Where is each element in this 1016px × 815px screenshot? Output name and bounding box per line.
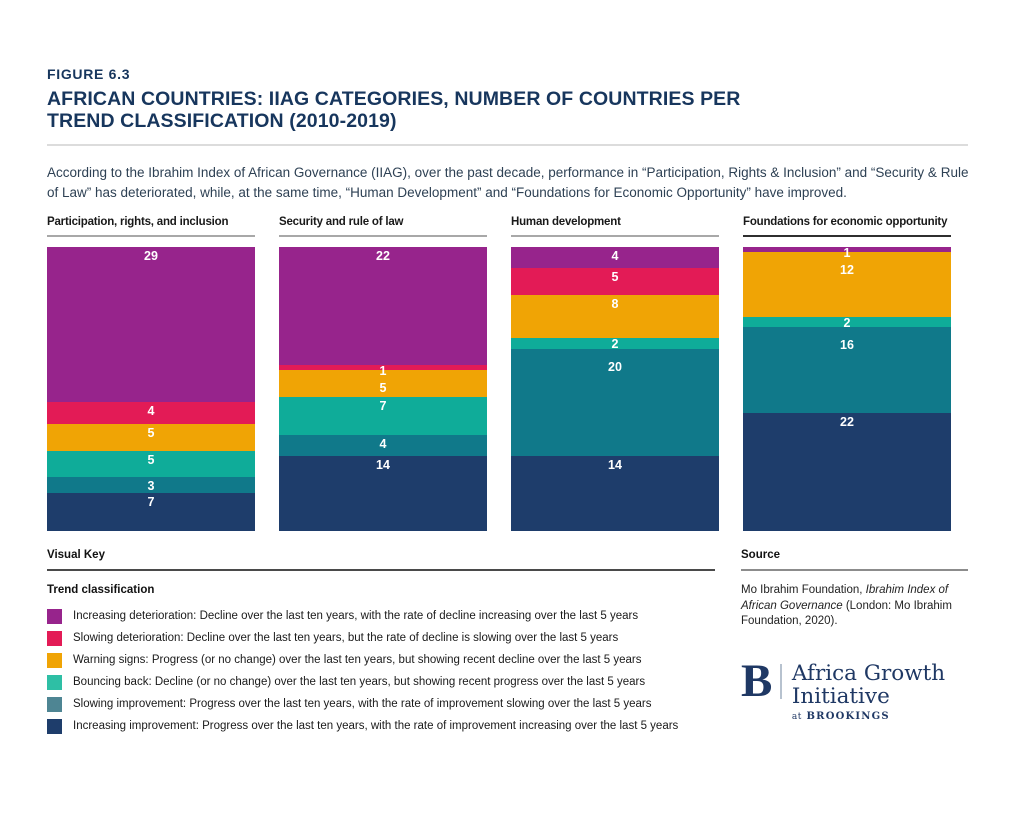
bar-segment-label: 2 — [611, 337, 619, 352]
bar-segment-label: 29 — [144, 249, 158, 263]
bar-segment — [743, 252, 951, 316]
source-rule — [741, 569, 968, 571]
bar-segment-label: 14 — [376, 457, 390, 472]
source-text-post: (London: Mo Ibrahim Foundation, 2020). — [741, 599, 952, 627]
logo-wordmark-line1: Africa Growth — [791, 660, 946, 686]
bar-segment — [511, 456, 719, 531]
title-rule — [47, 144, 968, 146]
bar-segment-label: 1 — [379, 363, 387, 378]
chart — [743, 216, 951, 531]
bar-segment — [743, 327, 951, 413]
legend-label: Increasing deterioration: Decline over the last ten years, with the rate of decline increasing over the last 5 years — [73, 610, 639, 622]
bar-segment-label: 5 — [611, 270, 619, 285]
bar-segment-label: 7 — [379, 399, 387, 413]
bar-segment — [743, 413, 951, 531]
bar-segment — [279, 247, 487, 365]
bar-segment — [279, 370, 487, 397]
legend-swatch — [47, 719, 62, 734]
logo-divider — [780, 664, 782, 699]
legend-swatch — [47, 631, 62, 646]
chart — [511, 216, 719, 531]
chart-title: Human development — [511, 216, 621, 228]
bar-segment — [511, 295, 719, 338]
chart-title: Security and rule of law — [279, 216, 404, 228]
stacked-bar — [279, 247, 487, 531]
logo-text-block — [792, 662, 945, 722]
bar-segment — [743, 317, 951, 328]
bar-segment — [511, 247, 719, 268]
bar-segment-label: 4 — [379, 436, 387, 451]
bar-segment-label: 4 — [611, 249, 619, 263]
visual-key — [47, 547, 715, 737]
chart-title: Foundations for economic opportunity — [743, 216, 948, 228]
stacked-bar — [47, 247, 255, 531]
bar-segment — [279, 456, 487, 531]
chart — [279, 216, 487, 531]
chart-title-rule — [279, 235, 487, 237]
bar-segment — [511, 349, 719, 456]
brookings-b-icon: B — [741, 654, 772, 707]
bar-segment-label: 16 — [840, 338, 854, 353]
source-heading: Source — [741, 549, 780, 561]
legend-swatch — [47, 609, 62, 624]
legend-item — [47, 605, 715, 627]
figure-label: FIGURE 6.3 — [47, 66, 131, 82]
legend-swatch — [47, 653, 62, 668]
bar-segment-label: 2 — [843, 315, 851, 330]
logo-tagline-org: BROOKINGS — [806, 710, 890, 722]
chart — [47, 216, 255, 531]
legend-swatch — [47, 697, 62, 712]
bar-segment-label: 22 — [376, 249, 390, 263]
legend-label: Increasing improvement: Progress over the last ten years, with the rate of improvement increasing over the last 5 years — [73, 720, 679, 732]
legend — [47, 605, 715, 737]
chart-title-rule — [743, 235, 951, 237]
bar-segment — [511, 337, 719, 352]
bar-segment — [47, 493, 255, 531]
bar-segment-label: 4 — [147, 404, 155, 419]
source-text-pre: Mo Ibrahim Foundation, — [741, 584, 866, 596]
bar-segment-label: 12 — [840, 263, 854, 278]
source-text-italic: Ibrahim Index of African Governance — [741, 584, 949, 612]
chart-title-rule — [511, 235, 719, 237]
logo-wordmark-line2: Initiative — [791, 683, 890, 709]
bar-segment — [511, 268, 719, 295]
bar-segment — [47, 247, 255, 402]
figure-title: AFRICAN COUNTRIES: IIAG CATEGORIES, NUMBER OF COUNTRIES PER TREND CLASSIFICATION (2010-2019) — [47, 88, 741, 132]
legend-label: Warning signs: Progress (or no change) over the last ten years, but showing recent decline over the last 5 years — [73, 654, 642, 666]
bar-segment — [47, 451, 255, 478]
brookings-logo — [741, 654, 968, 722]
trend-classification-heading: Trend classification — [47, 584, 155, 596]
bottom-section — [47, 547, 968, 737]
bar-segment — [279, 435, 487, 456]
bar-segment-label: 3 — [147, 479, 155, 494]
legend-item — [47, 715, 715, 737]
logo-tagline-at: at — [791, 711, 802, 722]
bar-segment-label: 1 — [843, 246, 851, 260]
legend-label: Bouncing back: Decline (or no change) over the last ten years, but showing recent progress over the last 5 years — [73, 676, 646, 688]
bar-segment — [47, 477, 255, 493]
bar-segment — [279, 397, 487, 435]
bar-segment-label: 5 — [379, 381, 387, 396]
stacked-bar — [743, 247, 951, 531]
bar-segment-label: 8 — [611, 297, 619, 312]
charts — [47, 216, 951, 531]
legend-item — [47, 671, 715, 693]
legend-label: Slowing improvement: Progress over the last ten years, with the rate of improvement slowing over the last 5 years — [73, 698, 652, 710]
bar-segment-label: 5 — [147, 425, 155, 440]
bar-segment-label: 20 — [608, 359, 622, 374]
visual-key-heading: Visual Key — [47, 549, 105, 561]
bar-segment-label: 22 — [840, 415, 854, 430]
source-column — [741, 547, 968, 737]
bar-segment — [47, 424, 255, 451]
visual-key-rule — [47, 569, 715, 571]
legend-item — [47, 693, 715, 715]
bar-segment-label: 5 — [147, 452, 155, 467]
legend-label: Slowing deterioration: Decline over the last ten years, but the rate of decline is slowing over the last 5 years — [73, 632, 619, 644]
legend-item — [47, 627, 715, 649]
chart-title-rule — [47, 235, 255, 237]
stacked-bar — [511, 247, 719, 531]
intro-text: According to the Ibrahim Index of African Governance (IIAG), over the past decade, performance in “Participation, Rights & Inclusion” and “Security & Rule of Law” has deteriorated, while, at the same time, “Human Development” and “Foundations for Economic Opportunity” have improved. — [47, 165, 969, 200]
legend-swatch — [47, 675, 62, 690]
source-text — [741, 583, 956, 630]
bar-segment-label: 14 — [608, 457, 622, 472]
legend-item — [47, 649, 715, 671]
chart-title: Participation, rights, and inclusion — [47, 216, 229, 228]
logo-wordmark — [792, 662, 945, 708]
logo-tagline — [792, 711, 945, 722]
bar-segment-label: 7 — [147, 495, 155, 510]
bar-segment — [47, 402, 255, 423]
